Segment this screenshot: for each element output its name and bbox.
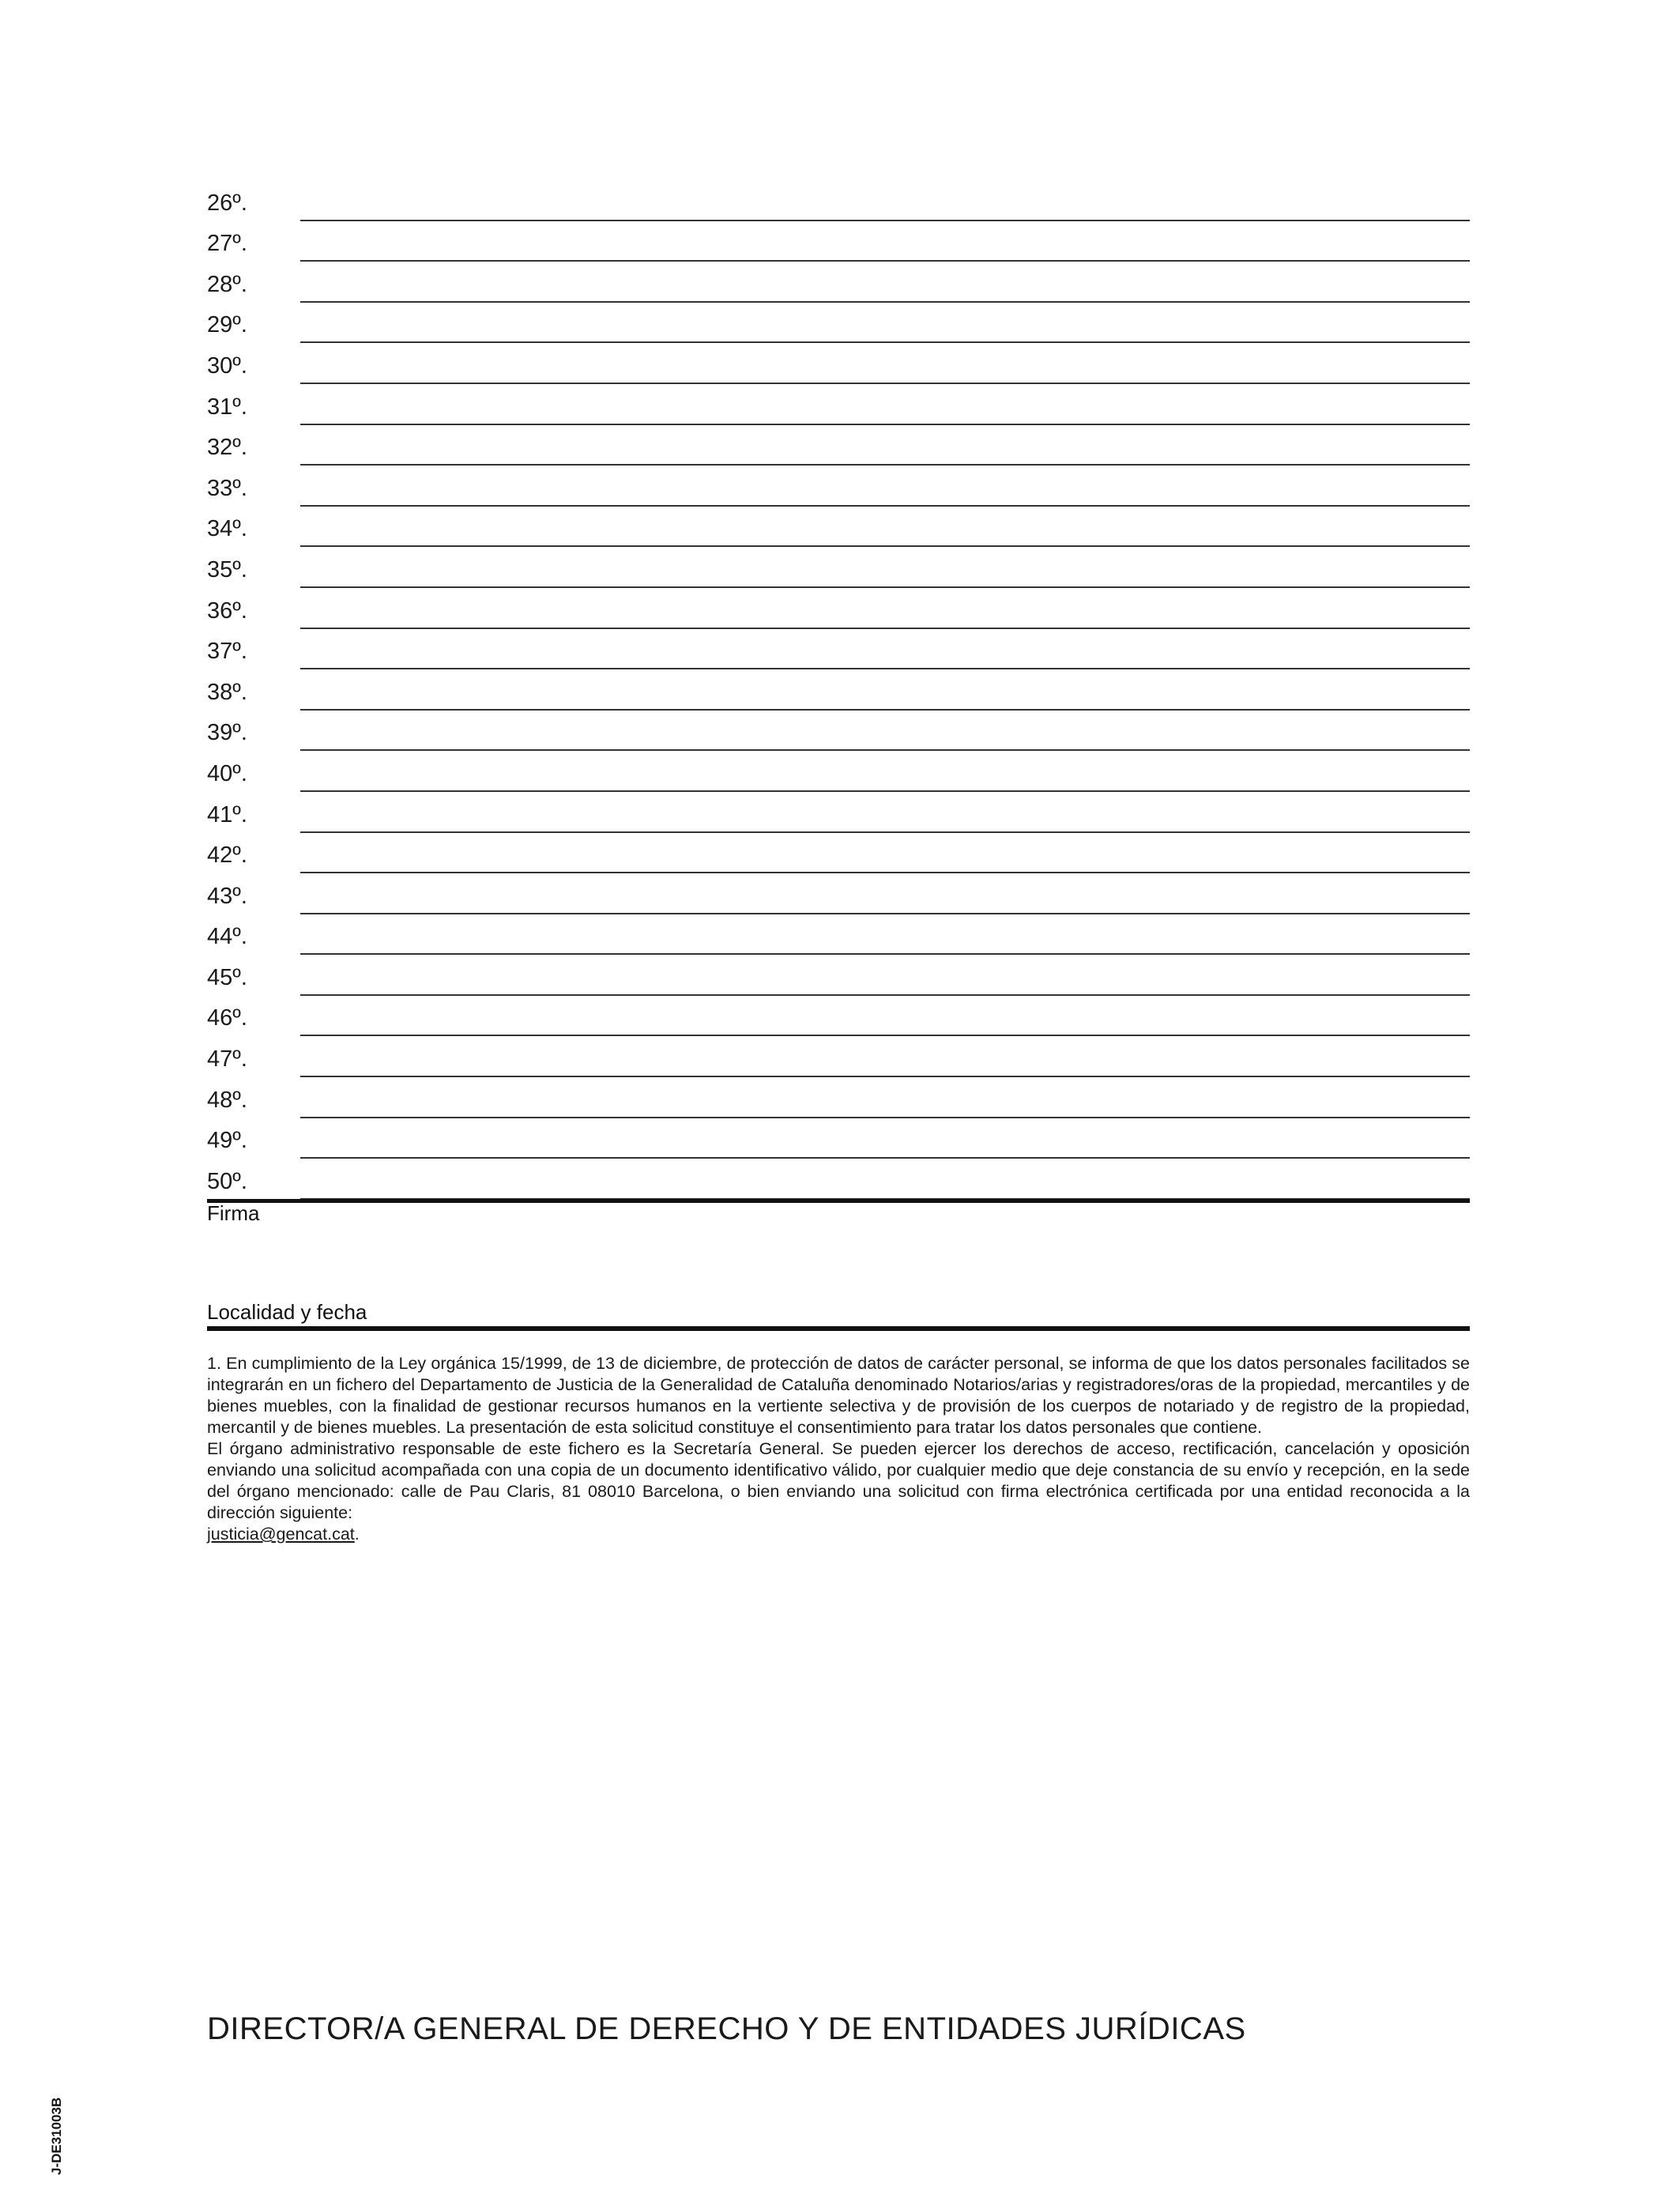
entry-number: 39º. (207, 720, 247, 746)
entry-row (207, 588, 1470, 629)
entry-number: 50º. (207, 1168, 247, 1194)
numbered-entry-list (207, 180, 1470, 1200)
entry-number: 46º. (207, 1005, 247, 1031)
entry-number: 38º. (207, 679, 247, 705)
place-date-rule (207, 1326, 1470, 1331)
data-protection-footnote (207, 1353, 1470, 1545)
entry-number: 26º. (207, 190, 247, 216)
entry-row (207, 833, 1470, 874)
entry-number: 31º. (207, 394, 247, 420)
footnote-email-line (207, 1524, 1470, 1545)
addressee-heading: DIRECTOR/A GENERAL DE DERECHO Y DE ENTIDADES JURÍDICAS (207, 2011, 1246, 2046)
entry-row (207, 303, 1470, 344)
entry-number: 48º. (207, 1087, 247, 1113)
entry-row (207, 221, 1470, 262)
signature-rule (207, 1199, 1470, 1203)
entry-row (207, 873, 1470, 914)
entry-number: 42º. (207, 843, 247, 869)
entry-number: 41º. (207, 801, 247, 827)
entry-row (207, 996, 1470, 1037)
entry-number: 49º. (207, 1128, 247, 1154)
place-date-label: Localidad y fecha (207, 1300, 367, 1324)
entry-row (207, 343, 1470, 384)
signature-label: Firma (207, 1201, 260, 1225)
entry-row (207, 262, 1470, 303)
entry-row (207, 792, 1470, 833)
entry-number: 28º. (207, 271, 247, 297)
entry-row (207, 1036, 1470, 1077)
footnote-paragraph-1: 1. En cumplimiento de la Ley orgánica 15/1999, de 13 de diciembre, de protección de datos de carácter personal, se informa de que los datos personales facilitados se integrarán en un fichero del Departamento de Justicia de la Generalidad de Cataluña denominado Notarios/arias y registradores/oras de la propiedad, mercantiles y de bienes muebles, con la finalidad de gestionar recursos humanos en la vertiente selectiva y de provisión de los cuerpos de notariado y de registro de la propiedad, mercantil y de bienes muebles. La presentación de esta solicitud constituye el consentimiento para tratar los datos personales que contiene. (207, 1354, 1470, 1437)
entry-row (207, 914, 1470, 956)
entry-number: 36º. (207, 598, 247, 624)
entry-number: 34º. (207, 516, 247, 542)
entry-number: 37º. (207, 639, 247, 665)
entry-row (207, 711, 1470, 752)
entry-number: 40º. (207, 760, 247, 786)
entry-row (207, 751, 1470, 792)
entry-row (207, 629, 1470, 670)
entry-number: 47º. (207, 1046, 247, 1072)
entry-row (207, 466, 1470, 507)
entry-row (207, 384, 1470, 425)
entry-row (207, 507, 1470, 548)
entry-row (207, 1077, 1470, 1118)
entry-number: 44º. (207, 924, 247, 950)
entry-row (207, 180, 1470, 221)
entry-number: 30º. (207, 352, 247, 379)
email-suffix: . (354, 1525, 360, 1544)
entry-number: 43º. (207, 883, 247, 909)
entry-number: 32º. (207, 435, 247, 461)
entry-row (207, 547, 1470, 588)
document-code: J-DE31003B (49, 2097, 64, 2175)
entry-row (207, 955, 1470, 996)
entry-number: 27º. (207, 231, 247, 257)
entry-number: 35º. (207, 556, 247, 582)
entry-number: 33º. (207, 475, 247, 501)
entry-number: 45º. (207, 964, 247, 990)
footnote-paragraph-2: El órgano administrativo responsable de este fichero es la Secretaría General. Se pueden ejercer los derechos de acceso, rectificación, cancelación y oposición enviando una solicitud acompañada con una copia de un documento identificativo válido, por cualquier medio que deje constancia de su envío y recepción, en la sede del órgano mencionado: calle de Pau Claris, 81 08010 Barcelona, o bien enviando una solicitud con firma electrónica certificada por una entidad reconocida a la dirección siguiente: (207, 1439, 1470, 1522)
entry-number: 29º. (207, 312, 247, 338)
entry-row (207, 1159, 1470, 1200)
email-link[interactable]: justicia@gencat.cat (207, 1525, 355, 1544)
entry-row (207, 425, 1470, 466)
entry-row (207, 1118, 1470, 1159)
entry-row (207, 669, 1470, 711)
